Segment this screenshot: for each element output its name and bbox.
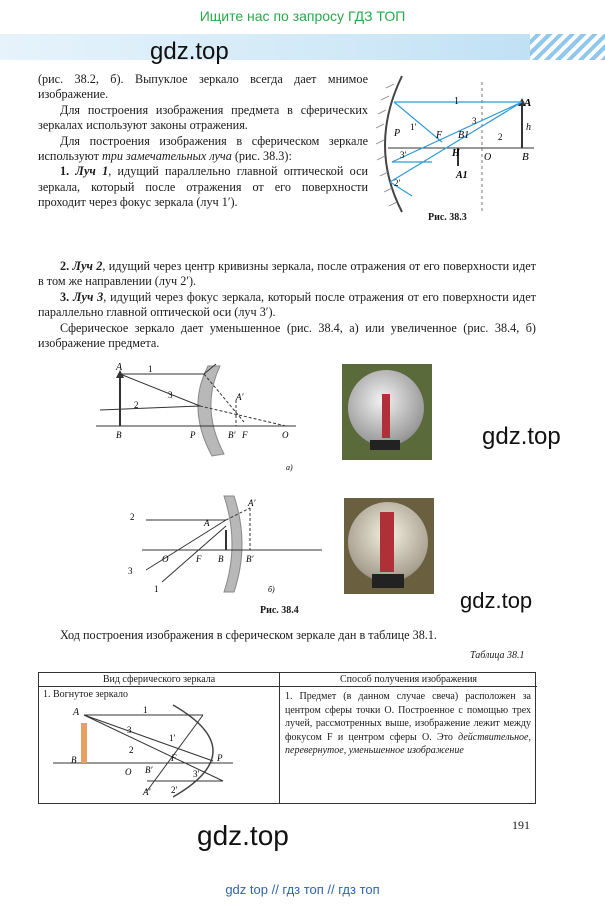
fig-label: B bbox=[116, 430, 122, 440]
top-banner: Ищите нас по запросу ГДЗ ТОП bbox=[199, 8, 406, 24]
table-column-divider bbox=[279, 673, 280, 804]
fig-label: P bbox=[394, 128, 401, 139]
stand bbox=[372, 574, 404, 588]
photo-mirror-b bbox=[344, 498, 434, 594]
candle bbox=[81, 723, 87, 763]
text-column-upper bbox=[38, 72, 368, 211]
ray-label: Луч 1 bbox=[75, 164, 109, 179]
fig-label: 2 bbox=[498, 132, 503, 142]
fig-label: 2′ bbox=[171, 785, 178, 795]
text: , идущий параллельно главной оптической оси зеркала, который после отражения от его поверхности проходит через фокус зеркала (луч 1′). bbox=[38, 164, 368, 210]
fig-label: O bbox=[125, 767, 132, 777]
fig-label: 2′ bbox=[394, 178, 401, 188]
fig-label: 3′ bbox=[193, 769, 200, 779]
fig-label: B bbox=[71, 755, 77, 765]
table-38-1 bbox=[38, 672, 536, 804]
text: Для построения изображения в сферическом зеркале используют bbox=[38, 133, 368, 164]
fig-label: A bbox=[524, 97, 532, 109]
fig-label: F bbox=[436, 130, 443, 141]
fig-label: P bbox=[217, 753, 223, 763]
fig-label: A bbox=[73, 707, 80, 718]
fig-label: h bbox=[526, 122, 531, 133]
fig-label: B bbox=[522, 151, 529, 163]
fig-label: O bbox=[282, 430, 289, 440]
ray-label: Луч 3 bbox=[72, 289, 104, 304]
fig-label: O bbox=[484, 152, 492, 163]
watermark: gdz.top bbox=[482, 423, 561, 450]
fig-label: B′ bbox=[145, 765, 153, 775]
fig-label: 3 bbox=[128, 566, 133, 576]
table-caption: Таблица 38.1 bbox=[470, 650, 525, 661]
figure-caption: Рис. 38.4 bbox=[260, 605, 299, 616]
number: 2. bbox=[60, 259, 73, 273]
fig-label: P bbox=[190, 430, 196, 440]
photo-mirror-a bbox=[342, 364, 432, 460]
text: , идущий через центр кривизны зеркала, после отражения от его поверхности идет в том же направлении (луч 2′). bbox=[38, 259, 536, 289]
fig-label: 1 bbox=[148, 364, 153, 374]
table-header-line bbox=[39, 686, 537, 687]
number: 1. bbox=[60, 164, 76, 179]
text-column-full bbox=[38, 259, 536, 351]
fig-label: O bbox=[162, 554, 169, 564]
figure-caption: Рис. 38.3 bbox=[428, 212, 467, 223]
fig-label: F bbox=[196, 554, 202, 564]
number: 3. bbox=[60, 289, 73, 304]
ray-3-paragraph bbox=[38, 290, 536, 321]
text: (рис. 38.3): bbox=[231, 149, 292, 164]
fig-label: 1′ bbox=[410, 122, 417, 132]
table-cell-text bbox=[285, 690, 531, 758]
mirror-arc bbox=[173, 705, 213, 797]
table-cell-title: 1. Вогнутое зеркало bbox=[43, 689, 129, 700]
fig-label: 3 bbox=[127, 725, 132, 735]
fig-label: 3 bbox=[168, 390, 173, 400]
figure-38-4a bbox=[96, 360, 306, 472]
text: 1. Предмет (в данном случае свеча) расположен за центром сферы точки O. Построенное с помощью трех лучей, рассмотренных выше, изображение лежит между фокусом F и центром сферы O. Это bbox=[285, 691, 531, 743]
fig-label: B bbox=[218, 554, 224, 564]
fig-label: B1 bbox=[458, 130, 470, 141]
watermark: gdz.top bbox=[460, 588, 533, 613]
fig-label: B′ bbox=[246, 554, 254, 564]
fig-label: 3′ bbox=[400, 150, 407, 160]
fig-label: H bbox=[452, 148, 460, 159]
ray-label: Луч 2 bbox=[72, 259, 103, 273]
figure-38-4b bbox=[122, 496, 328, 600]
fig-label: 1 bbox=[454, 96, 459, 107]
figure-38-3 bbox=[372, 62, 538, 222]
footer-links[interactable]: gdz top // гдз топ // гдз топ bbox=[225, 882, 380, 897]
fig-label: 1 bbox=[154, 584, 159, 594]
fig-label: 1′ bbox=[169, 733, 176, 743]
paragraph: (рис. 38.2, б). Выпуклое зеркало всегда дает мнимое изображение. bbox=[38, 72, 368, 102]
fig-label: A bbox=[204, 518, 210, 528]
page-number: 191 bbox=[512, 818, 530, 832]
rays bbox=[100, 364, 286, 426]
candle-image bbox=[382, 394, 390, 438]
fig-label: 2 bbox=[134, 400, 139, 410]
fig-label: F bbox=[242, 430, 248, 440]
table-header: Вид сферического зеркала bbox=[102, 674, 216, 685]
watermark: gdz.top bbox=[150, 38, 229, 65]
emphasis: три замечательных луча bbox=[102, 149, 232, 164]
emphasis: действительное, перевернутое, уменьшенное изображение bbox=[285, 731, 531, 756]
fig-label: A′ bbox=[236, 392, 244, 402]
table-header: Способ получения изображения bbox=[339, 674, 478, 685]
paragraph bbox=[38, 134, 368, 165]
fig-label: а) bbox=[286, 463, 293, 472]
header-stripe-pattern bbox=[530, 34, 605, 60]
header-stripe bbox=[0, 34, 605, 60]
ray-2-paragraph bbox=[38, 259, 536, 290]
ray-1-paragraph bbox=[38, 164, 368, 210]
paragraph: Для построения изображения предмета в сферических зеркалах используют законы отражения. bbox=[38, 102, 368, 133]
stand bbox=[370, 440, 400, 450]
table-figure bbox=[43, 701, 275, 801]
fig-label: A′ bbox=[248, 498, 256, 508]
fig-label: A bbox=[116, 362, 123, 373]
table-intro: Ход построения изображения в сферическом зеркале дан в таблице 38.1. bbox=[60, 628, 437, 642]
fig-label: 2 bbox=[129, 745, 134, 755]
text: , идущий через фокус зеркала, который после отражения от его поверхности идет параллельно главной оптической оси (луч 3′). bbox=[38, 289, 536, 320]
fig-label: 3 bbox=[472, 116, 477, 126]
fig-label: F bbox=[171, 753, 177, 763]
candle-image bbox=[380, 512, 394, 572]
fig-label: б) bbox=[268, 585, 275, 594]
fig-label: B′ bbox=[228, 430, 236, 440]
paragraph: Сферическое зеркало дает уменьшенное (рис. 38.4, а) или увеличенное (рис. 38.4, б) изображение предмета. bbox=[38, 320, 536, 351]
fig-label: A1 bbox=[456, 170, 468, 181]
fig-label: 1 bbox=[143, 705, 148, 715]
fig-label: 2 bbox=[130, 512, 135, 522]
watermark: gdz.top bbox=[197, 820, 289, 851]
fig-label: A′ bbox=[143, 787, 151, 797]
